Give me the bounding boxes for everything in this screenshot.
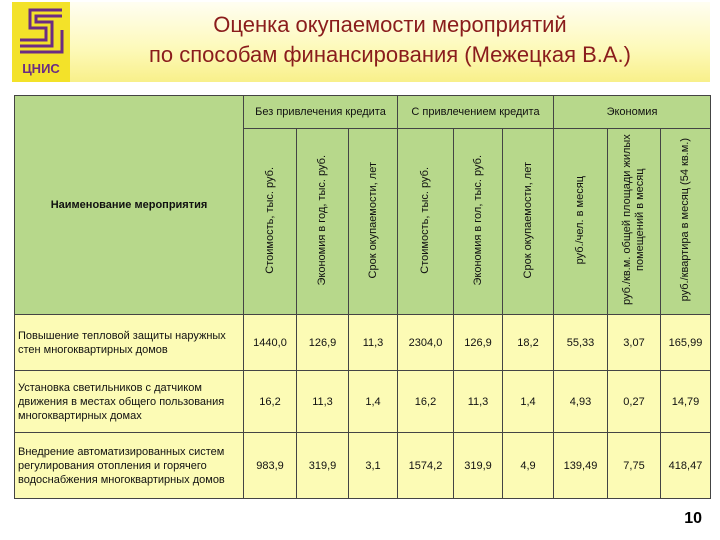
- row-name: Установка светильников с датчиком движения в местах общего пользования многоквартирных домах: [15, 371, 244, 433]
- name-header: Наименование мероприятия: [15, 96, 244, 315]
- group-header: С привлечением кредита: [398, 96, 554, 129]
- column-header-label: Стоимость, тыс. руб.: [419, 166, 431, 274]
- cell-value: 165,99: [661, 315, 711, 371]
- logo-mark-icon: [16, 6, 66, 58]
- cell-value: 7,75: [608, 433, 661, 499]
- cell-value: 4,93: [554, 371, 608, 433]
- cell-value: 16,2: [398, 371, 454, 433]
- cell-value: 126,9: [454, 315, 503, 371]
- column-header: [608, 129, 661, 315]
- cell-value: 1,4: [503, 371, 554, 433]
- column-header: [297, 129, 349, 315]
- column-header-label: Экономия в гол, тыс. руб.: [471, 154, 484, 286]
- cell-value: 139,49: [554, 433, 608, 499]
- column-header-label: Экономия в год, тыс. руб.: [316, 154, 328, 286]
- cell-value: 55,33: [554, 315, 608, 371]
- row-name: Повышение тепловой защиты наружных стен многоквартирных домов: [15, 315, 244, 371]
- group-header: Экономия: [554, 96, 711, 129]
- column-header-label: руб./кв.м. общей площади жилых помещений в месяц: [621, 134, 646, 306]
- column-header: [554, 129, 608, 315]
- column-header-label: Стоимость, тыс. руб.: [263, 166, 276, 274]
- column-header: [398, 129, 454, 315]
- cell-value: 3,1: [349, 433, 398, 499]
- cell-value: 1574,2: [398, 433, 454, 499]
- table-row: [15, 433, 711, 499]
- column-header: [503, 129, 554, 315]
- payback-table: [14, 95, 711, 499]
- cell-value: 2304,0: [398, 315, 454, 371]
- page-number: 10: [684, 510, 702, 527]
- row-name: Внедрение автоматизированных систем регулирования отопления и горячего водоснабжения многоквартирных домов: [15, 433, 244, 499]
- column-header: [244, 129, 297, 315]
- cell-value: 4,9: [503, 433, 554, 499]
- title-line-2: по способам финансирования (Межецкая В.А.): [149, 42, 631, 67]
- column-header: [661, 129, 711, 315]
- group-header: Без привлечения кредита: [244, 96, 398, 129]
- cell-value: 11,3: [349, 315, 398, 371]
- column-header-label: руб./чел. в месяц: [574, 175, 586, 265]
- cell-value: 319,9: [297, 433, 349, 499]
- column-header: [454, 129, 503, 315]
- column-header-label: руб./квартира в месяц (54 кв.м.): [679, 138, 691, 302]
- cell-value: 126,9: [297, 315, 349, 371]
- logo: [12, 2, 70, 82]
- cell-value: 14,79: [661, 371, 711, 433]
- cell-value: 3,07: [608, 315, 661, 371]
- cell-value: 11,3: [297, 371, 349, 433]
- cell-value: 1,4: [349, 371, 398, 433]
- logo-text: ЦНИС: [22, 61, 60, 76]
- column-header-label: Срок окупаемости, лет: [521, 161, 534, 279]
- column-header-label: Срок окупаемости, лет: [366, 161, 379, 279]
- cell-value: 16,2: [244, 371, 297, 433]
- table-row: [15, 371, 711, 433]
- page-title: [80, 10, 700, 70]
- column-header: [349, 129, 398, 315]
- cell-value: 1440,0: [244, 315, 297, 371]
- cell-value: 983,9: [244, 433, 297, 499]
- title-line-1: Оценка окупаемости мероприятий: [213, 12, 567, 37]
- cell-value: 18,2: [503, 315, 554, 371]
- cell-value: 418,47: [661, 433, 711, 499]
- cell-value: 319,9: [454, 433, 503, 499]
- table-row: [15, 315, 711, 371]
- cell-value: 11,3: [454, 371, 503, 433]
- cell-value: 0,27: [608, 371, 661, 433]
